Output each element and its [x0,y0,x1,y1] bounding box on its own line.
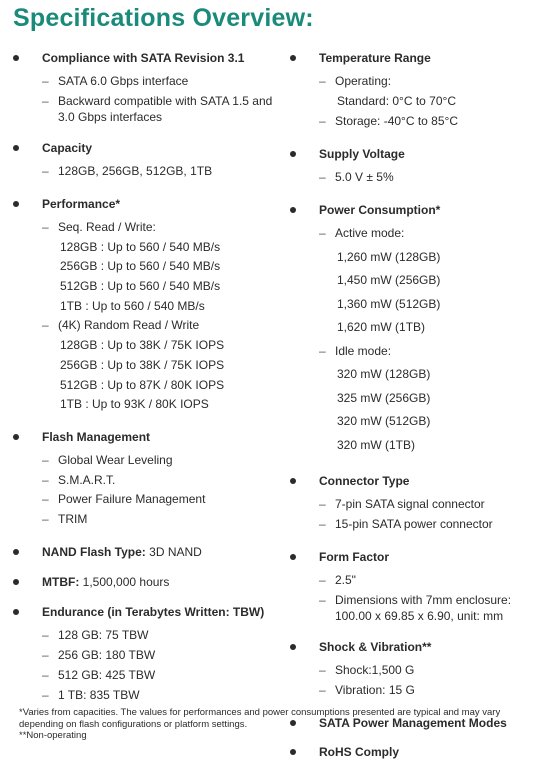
spec-item-text: 256 GB: 180 TBW [58,648,156,663]
dash-icon: – [319,343,326,358]
spec-item-text: 320 mW (1TB) [337,437,416,452]
spec-detail [288,437,546,461]
spec-section-nand-flash-type [11,544,276,560]
spec-section-supply-voltage [288,146,546,189]
spec-detail [288,390,546,414]
bullet-icon [13,579,19,585]
bullet-icon [13,55,19,61]
spec-item-text: Seq. Read / Write: [58,220,156,234]
spec-heading-label: RoHS Comply [319,745,400,759]
spec-section-capacity [11,140,276,183]
dash-icon: – [319,114,326,128]
spec-item-text: Power Failure Management [58,492,206,507]
spec-heading-label: Temperature Range [319,51,431,65]
spec-item-text: 256GB : Up to 38K / 75K IOPS [60,357,225,372]
footnotes [19,707,539,742]
spec-heading-label: NAND Flash Type: [42,545,146,560]
spec-detail [11,357,276,377]
left-spec-column [11,50,276,707]
spec-item [11,452,276,472]
spec-detail [11,337,276,357]
bullet-icon [290,644,296,650]
spec-item-text: Global Wear Leveling [58,452,173,467]
spec-item-text: SATA 6.0 Gbps interface [58,74,189,88]
spec-item [288,572,546,592]
spec-heading [288,744,546,760]
footnote-non-operating: **Non-operating [19,730,87,741]
spec-item-text: 320 mW (512GB) [337,414,431,428]
dash-icon: – [319,74,326,88]
dash-icon: – [319,683,326,697]
spec-item-text: Operating: [335,74,392,88]
spec-item-text: 1,620 mW (1TB) [337,320,426,334]
spec-heading [11,50,276,66]
spec-heading [11,429,276,445]
spec-heading [288,549,546,565]
dash-icon: – [42,492,49,507]
spec-item [288,113,546,133]
spec-item [288,592,546,626]
spec-detail [288,366,546,390]
spec-section-mtbf [11,574,276,590]
bullet-icon [290,749,296,755]
bullet-icon [290,207,296,213]
spec-heading [288,202,546,218]
spec-section-rohs-comply [288,744,546,760]
spec-heading [288,146,546,162]
bullet-icon [13,549,19,555]
spec-item-text: 1,360 mW (512GB) [337,296,441,311]
spec-item-text: 1 TB: 835 TBW [58,688,140,703]
bullet-icon [13,434,19,440]
spec-detail [11,239,276,259]
spec-item-text: 256GB : Up to 560 / 540 MB/s [60,259,221,274]
dash-icon: – [319,497,326,511]
spec-heading-label: Capacity [42,141,93,155]
dash-icon: – [42,94,49,108]
spec-item [288,496,546,516]
spec-heading-label: Compliance with SATA Revision 3.1 [42,51,245,65]
spec-heading [11,544,276,560]
dash-icon: – [319,663,326,677]
bullet-icon [290,55,296,61]
spec-item [11,687,276,707]
spec-detail [11,278,276,298]
spec-heading-label: MTBF: [42,575,80,590]
spec-detail [288,272,546,296]
spec-item [288,225,546,249]
spec-item-text: 512 GB: 425 TBW [58,668,156,683]
dash-icon: – [42,220,49,234]
spec-heading [288,50,546,66]
spec-detail [288,249,546,273]
spec-item-text: 512GB : Up to 560 / 540 MB/s [60,279,221,294]
spec-detail [11,396,276,416]
spec-section-connector-type [288,473,546,536]
dash-icon: – [42,472,49,487]
spec-item-text: Dimensions with 7mm enclosure: 100.00 x 69.85 x 6.90, unit: mm [335,593,512,623]
spec-heading [11,574,276,590]
spec-item [11,472,276,492]
spec-item-text: 128 GB: 75 TBW [58,628,149,643]
spec-item-text: 1TB : Up to 560 / 540 MB/s [60,298,205,313]
spec-detail [11,258,276,278]
spec-item-text: 325 mW (256GB) [337,390,431,405]
spec-item-text: 128GB : Up to 560 / 540 MB/s [60,239,221,254]
spec-item [11,93,276,127]
spec-item-text: Standard: 0°C to 70°C [337,94,456,108]
spec-item-text: (4K) Random Read / Write [58,318,200,333]
spec-heading-label: Power Consumption* [319,203,441,217]
bullet-icon [290,554,296,560]
spec-item-text: 1,260 mW (128GB) [337,249,441,264]
spec-section-endurance-in-terabytes-written-tbw [11,604,276,707]
dash-icon: – [42,628,49,643]
spec-detail [288,296,546,320]
spec-heading-label: Shock & Vibration** [319,640,432,654]
dash-icon: – [319,573,326,587]
spec-item-text: Active mode: [335,226,405,240]
spec-item [11,219,276,239]
spec-heading [288,473,546,489]
spec-item-text: 320 mW (128GB) [337,367,431,381]
spec-item-text: Storage: -40°C to 85°C [335,114,458,128]
spec-item-text: Backward compatible with SATA 1.5 and 3.0 Gbps interfaces [58,94,273,124]
spec-item-text: 1TB : Up to 93K / 80K IOPS [60,397,209,412]
dash-icon: – [42,512,49,527]
spec-item-text: 128GB, 256GB, 512GB, 1TB [58,164,213,178]
spec-heading-label: Supply Voltage [319,147,405,161]
dash-icon: – [42,668,49,683]
spec-detail [11,377,276,397]
bullet-icon [13,201,19,207]
spec-item [288,682,546,702]
spec-section-flash-management [11,429,276,531]
spec-item-text: S.M.A.R.T. [58,472,116,487]
spec-heading [288,639,546,655]
dash-icon: – [319,517,326,531]
spec-heading [11,140,276,156]
spec-item [288,169,546,189]
spec-item-text: 512GB : Up to 87K / 80K IOPS [60,377,225,392]
spec-section-compliance-with-sata-revision-3-1 [11,50,276,127]
spec-item [11,73,276,93]
dash-icon: – [42,318,49,333]
spec-item-text: 2.5" [335,573,356,587]
spec-item-text: Shock:1,500 G [335,663,415,677]
spec-section-performance [11,196,276,416]
spec-heading-label: SATA Power Management Modes [319,716,507,730]
dash-icon: – [319,226,326,240]
spec-detail [288,413,546,437]
spec-item-text: Vibration: 15 G [335,683,415,697]
spec-heading-label: Connector Type [319,474,410,488]
spec-detail [288,93,546,113]
bullet-icon [290,478,296,484]
spec-item [288,662,546,682]
dash-icon: – [319,170,326,184]
dash-icon: – [42,164,49,178]
spec-detail [288,319,546,343]
spec-section-shock-vibration [288,639,546,702]
spec-heading [11,196,276,212]
right-spec-column [288,50,546,760]
spec-item-text: 5.0 V ± 5% [335,170,394,184]
spec-item [11,317,276,337]
spec-item [288,73,546,93]
dash-icon: – [42,688,49,703]
dash-icon: – [42,648,49,663]
spec-heading [11,604,276,620]
bullet-icon [13,145,19,151]
spec-section-temperature-range [288,50,546,133]
spec-item-text: Idle mode: [335,343,392,358]
bullet-icon [13,609,19,615]
spec-item-text: 128GB : Up to 38K / 75K IOPS [60,338,225,353]
spec-item [11,491,276,511]
spec-heading-value: 1,500,000 hours [82,575,170,590]
spec-heading-label: Performance* [42,197,121,211]
spec-item-text: 7-pin SATA signal connector [335,497,485,511]
spec-item-text: TRIM [58,512,88,527]
spec-item [11,647,276,667]
spec-section-power-consumption [288,202,546,460]
spec-section-form-factor [288,549,546,626]
dash-icon: – [42,74,49,88]
dash-icon: – [42,452,49,467]
spec-item [11,163,276,183]
spec-item [11,667,276,687]
spec-heading-label: Endurance (in Terabytes Written: TBW) [42,605,265,620]
spec-item [288,343,546,367]
bullet-icon [290,151,296,157]
spec-item-text: 15-pin SATA power connector [335,517,493,531]
page-title: Specifications Overview: [13,4,314,32]
spec-item-text: 1,450 mW (256GB) [337,273,441,287]
spec-item [11,627,276,647]
footnote-varies: *Varies from capacities. The values for performances and power consumptions presented are typical and may vary depending on flash configurations or platform settings. [19,707,501,730]
spec-item [288,516,546,536]
spec-heading-value: 3D NAND [149,545,202,560]
spec-detail [11,298,276,318]
dash-icon: – [319,593,326,607]
spec-item [11,511,276,531]
spec-heading-label: Flash Management [42,429,151,444]
spec-heading-label: Form Factor [319,550,390,564]
